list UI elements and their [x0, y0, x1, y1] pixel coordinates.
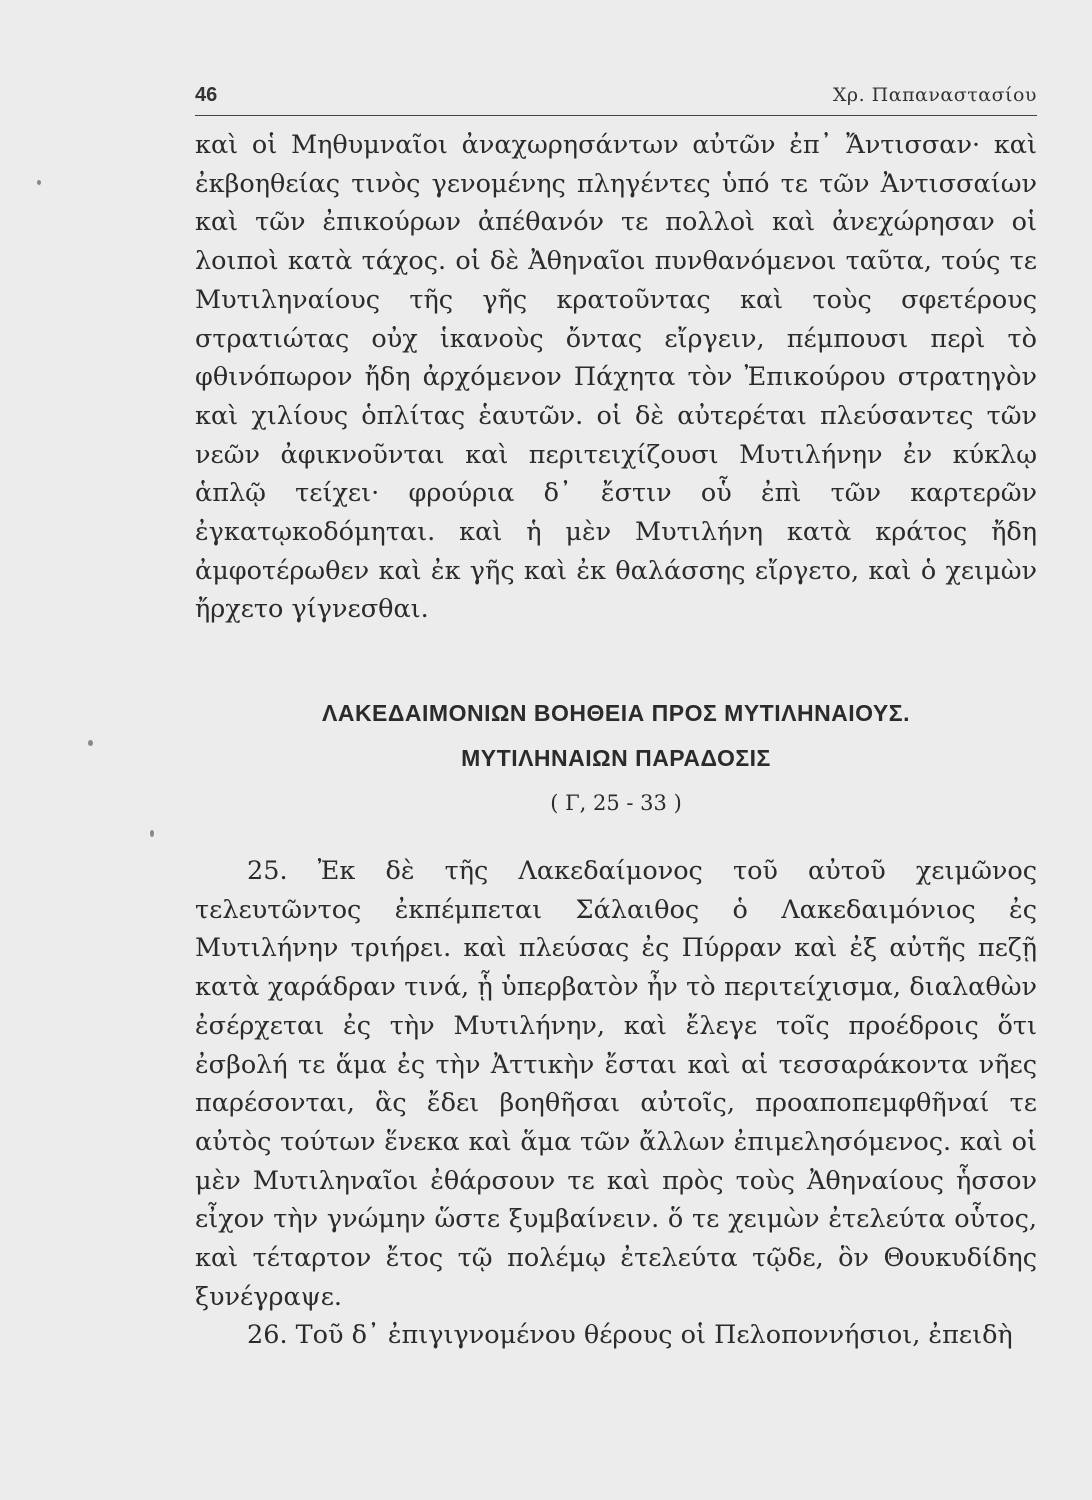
- section-reference: ( Γ, 25 - 33 ): [550, 791, 682, 815]
- scan-speck: [88, 740, 93, 746]
- section-heading-line-2: ΜΥΤΙΛΗΝΑΙΩΝ ΠΑΡΑΔΟΣΙΣ: [461, 745, 771, 771]
- running-head: [195, 84, 1037, 116]
- scan-speck: [37, 180, 41, 185]
- paragraph-25: 25. Ἐκ δὲ τῆς Λακεδαίμονος τοῦ αὐτοῦ χειμῶνος τελευτῶντος ἐκπέμπεται Σάλαιθος ὁ Λακεδαιμόνιος ἐς Μυτιλήνην τριήρει. καὶ πλεύσας ἐς Πύρραν καὶ ἐξ αὐτῆς πεζῇ κατὰ χαράδραν τινά, ᾗ ὑπερβατὸν ἦν τὸ περιτείχισμα, διαλαθὼν ἐσέρχεται ἐς τὴν Μυτιλήνην, καὶ ἔλεγε τοῖς προέδροις ὅτι ἐσβολή τε ἅμα ἐς τὴν Ἀττικὴν ἔσται καὶ αἱ τεσσαράκοντα νῆες παρέσονται, ἃς ἔδει βοηθῆσαι αὐτοῖς, προαποπεμφθῆναί τε αὐτὸς τούτων ἕνεκα καὶ ἅμα τῶν ἄλλων ἐπιμελησόμενος. καὶ οἱ μὲν Μυτιληναῖοι ἐθάρσουν τε καὶ πρὸς τοὺς Ἀθηναίους ἧσσον εἶχον τὴν γνώμην ὥστε ξυμβαίνειν. ὅ τε χειμὼν ἐτελεύτα οὗτος, καὶ τέταρτον ἔτος τῷ πολέμῳ ἐτελεύτα τῷδε, ὃν Θουκυδίδης ξυνέγραψε.: [195, 856, 1037, 1312]
- paragraph-26: 26. Τοῦ δ᾽ ἐπιγιγνομένου θέρους οἱ Πελοποννήσιοι, ἐπειδὴ: [247, 1320, 1013, 1350]
- running-title: Χρ. Παπαναστασίου: [832, 84, 1037, 106]
- section-heading-line-1: ΛΑΚΕΔΑΙΜΟΝΙΩΝ ΒΟΗΘΕΙΑ ΠΡΟΣ ΜΥΤΙΛΗΝΑΙΟΥΣ.: [322, 700, 910, 726]
- scan-speck: [150, 830, 154, 837]
- page-number: 46: [195, 84, 218, 106]
- header-rule: [195, 115, 1037, 116]
- paragraph-1: καὶ οἱ Μηθυμναῖοι ἀναχωρησάντων αὐτῶν ἐπ᾽ Ἄντισσαν· καὶ ἐκβοηθείας τινὸς γενομένης πληγέντες ὑπό τε τῶν Ἀντισσαίων καὶ τῶν ἐπικούρων ἀπέθανόν τε πολλοὶ καὶ ἀνεχώρησαν οἱ λοιποὶ κατὰ τάχος. οἱ δὲ Ἀθηναῖοι πυνθανόμενοι ταῦτα, τούς τε Μυτιληναίους τῆς γῆς κρατοῦντας καὶ τοὺς σφετέρους στρατιώτας οὐχ ἱκανοὺς ὄντας εἴργειν, πέμπουσι περὶ τὸ φθινόπωρον ἤδη ἀρχόμενον Πάχητα τὸν Ἐπικούρου στρατηγὸν καὶ χιλίους ὁπλίτας ἑαυτῶν. οἱ δὲ αὐτερέται πλεύσαντες τῶν νεῶν ἀφικνοῦνται καὶ περιτειχίζουσι Μυτιλήνην ἐν κύκλῳ ἁπλῷ τείχει· φρούρια δ᾽ ἔστιν οὗ ἐπὶ τῶν καρτερῶν ἐγκατῳκοδόμηται. καὶ ἡ μὲν Μυτιλήνη κατὰ κράτος ἤδη ἀμφοτέρωθεν καὶ ἐκ γῆς καὶ ἐκ θαλάσσης εἴργετο, καὶ ὁ χειμὼν ἤρχετο γίγνεσθαι.: [195, 130, 1037, 625]
